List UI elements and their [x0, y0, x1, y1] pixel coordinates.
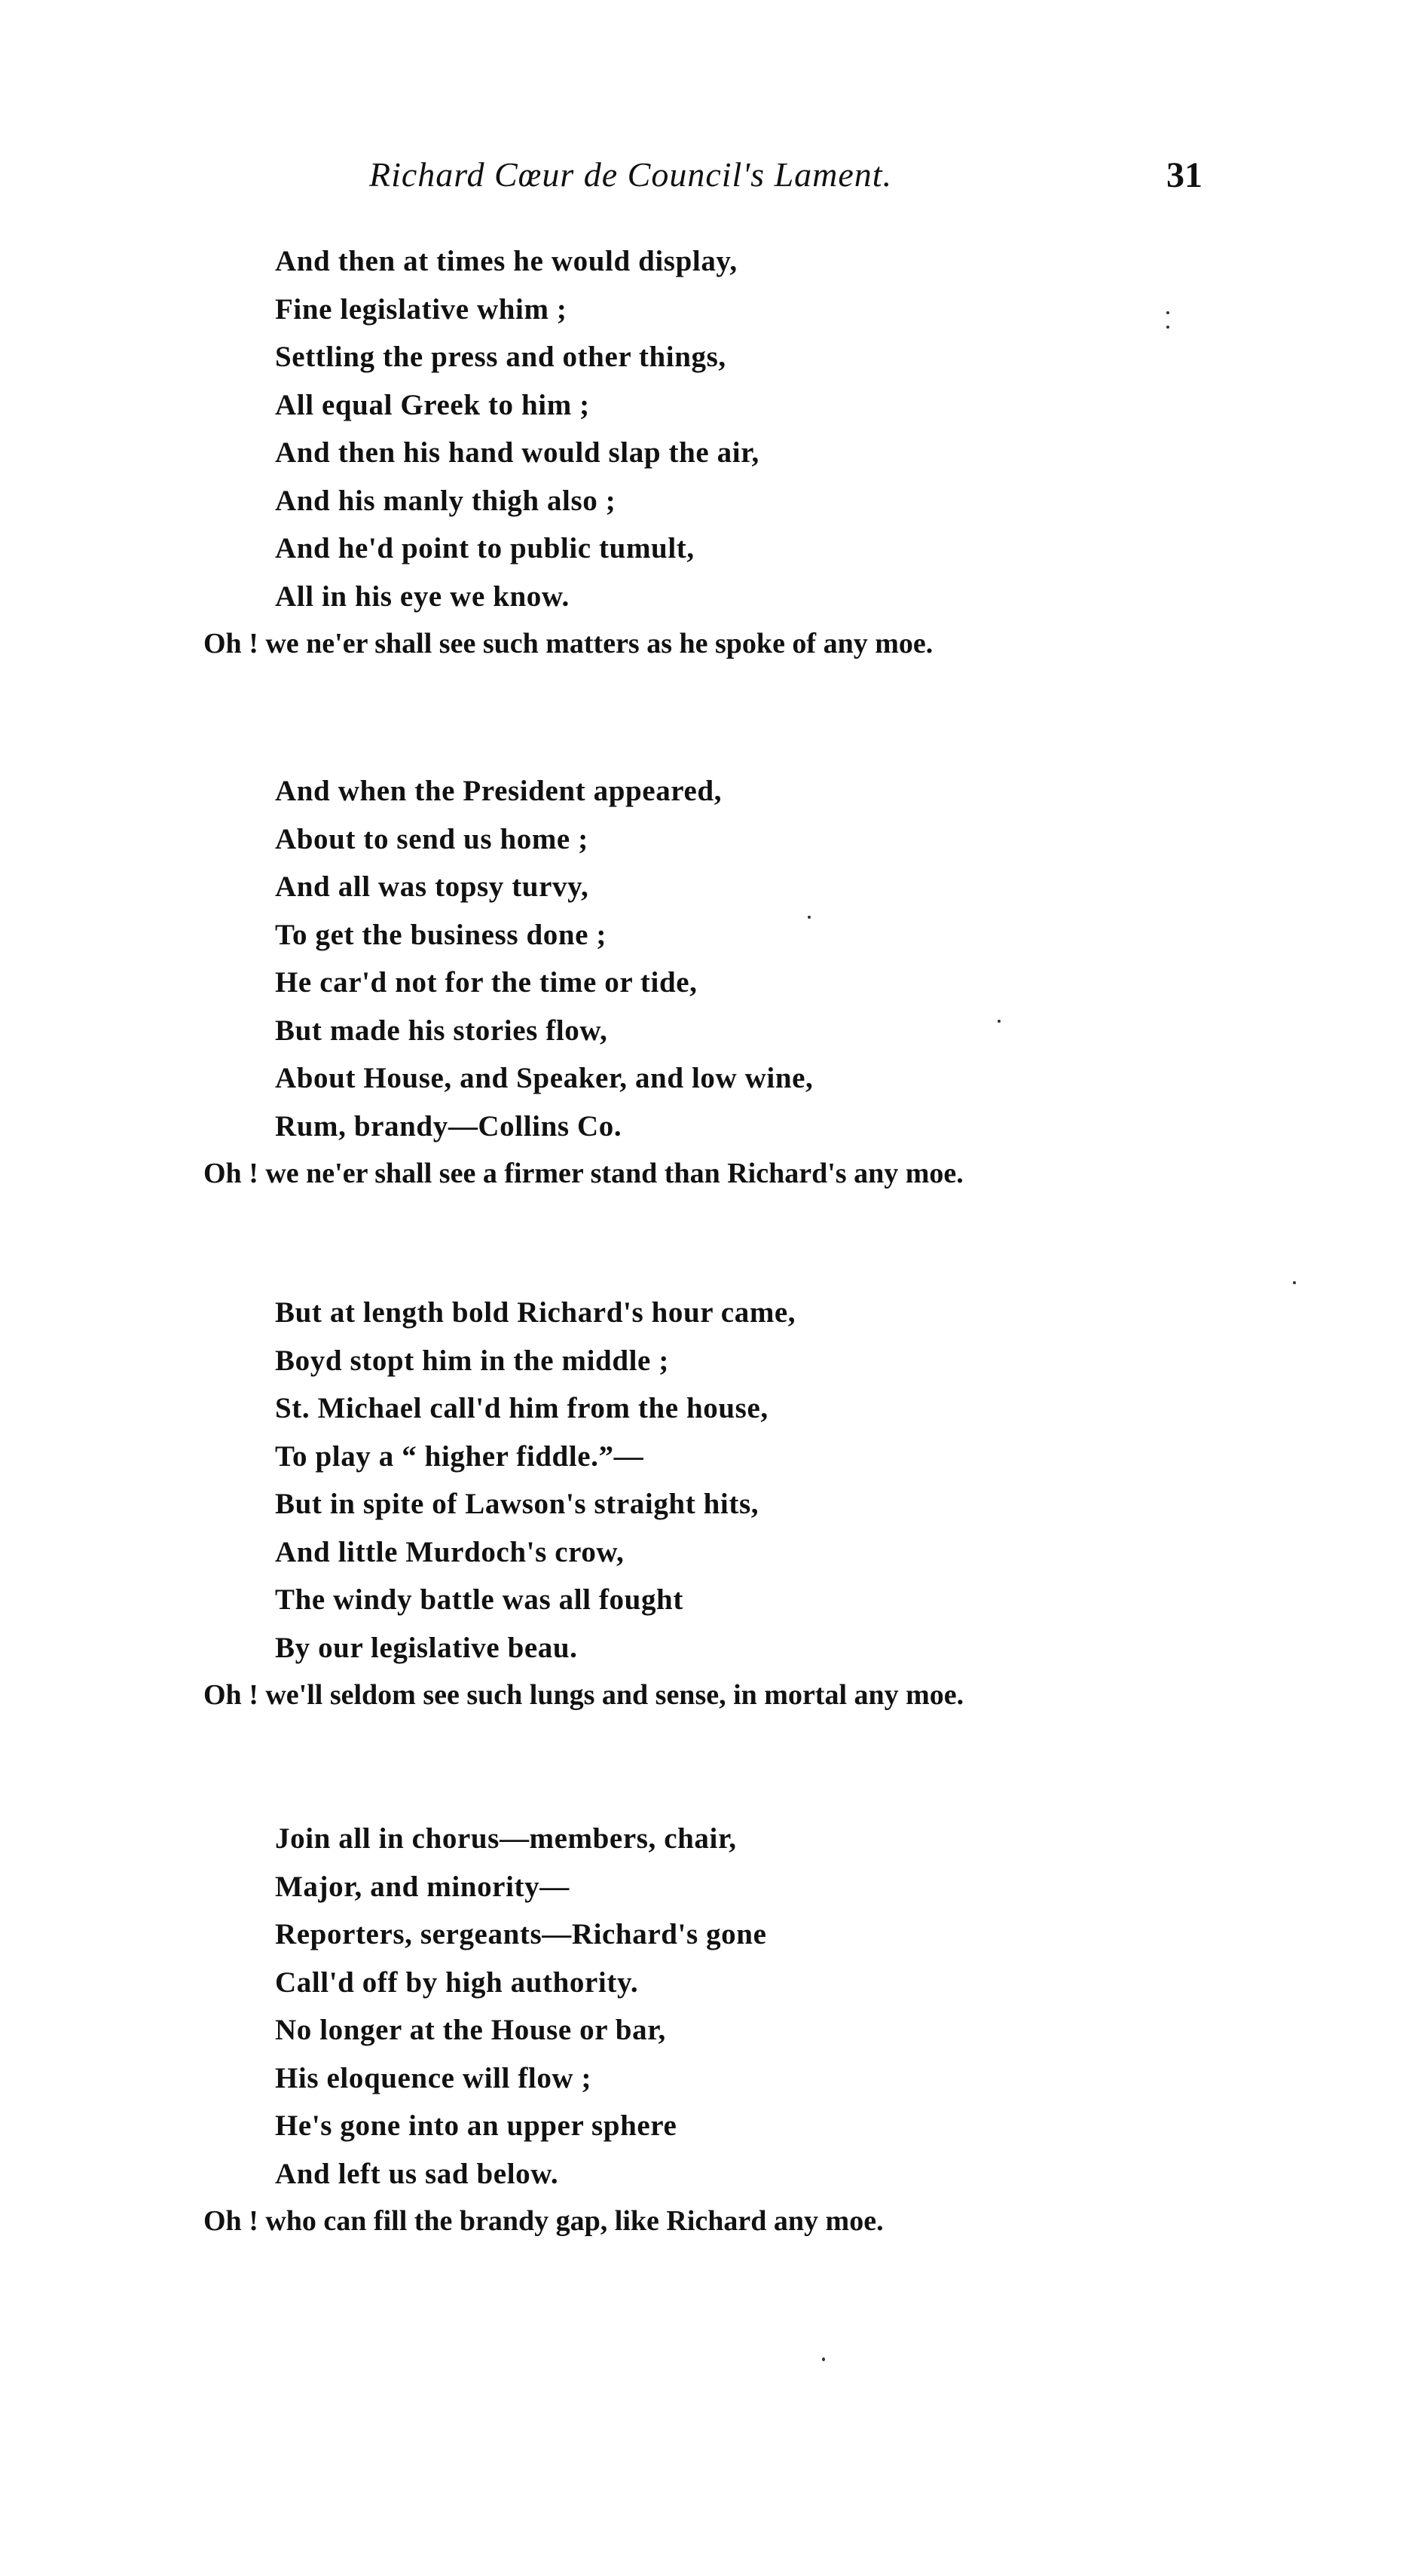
- verse-line: But made his stories flow,: [275, 1014, 608, 1047]
- verse-line: No longer at the House or bar,: [275, 2014, 666, 2046]
- verse-line: And left us sad below.: [275, 2157, 559, 2190]
- verse-line: Call'd off by high authority.: [275, 1966, 639, 1999]
- verse-line: By our legislative beau.: [275, 1631, 578, 1664]
- verse-line: Join all in chorus—members, chair,: [275, 1822, 737, 1855]
- refrain-line: Oh ! we'll seldom see such lungs and sense, in mortal any moe.: [203, 1679, 964, 1711]
- verse-line: Boyd stopt him in the middle ;: [275, 1344, 669, 1377]
- verse-line: The windy battle was all fought: [275, 1583, 683, 1616]
- running-head-title: Richard Cœur de Council's Lament.: [369, 155, 893, 194]
- verse-line: All equal Greek to him ;: [275, 388, 590, 421]
- verse-line: And he'd point to public tumult,: [275, 532, 695, 564]
- refrain-line: Oh ! who can fill the brandy gap, like Richard any moe.: [203, 2205, 884, 2237]
- verse-line: He car'd not for the time or tide,: [275, 966, 698, 999]
- stanza-4: [203, 1815, 1221, 2246]
- print-speck: [998, 1020, 1001, 1023]
- verse-line: But at length bold Richard's hour came,: [275, 1296, 796, 1329]
- verse-line: All in his eye we know.: [275, 580, 570, 613]
- verse-line: Settling the press and other things,: [275, 341, 726, 373]
- verse-line: St. Michael call'd him from the house,: [275, 1392, 769, 1424]
- stanza-1: [203, 237, 1221, 668]
- verse-line: And then at times he would display,: [275, 245, 738, 277]
- verse-line: About to send us home ;: [275, 822, 588, 855]
- verse-line: But in spite of Lawson's straight hits,: [275, 1488, 759, 1520]
- verse-line: And when the President appeared,: [275, 775, 723, 807]
- verse-line: Fine legislative whim ;: [275, 292, 567, 326]
- stanza-3: [203, 1289, 1221, 1720]
- print-speck: [1166, 311, 1169, 314]
- verse-line: To get the business done ;: [275, 918, 607, 951]
- verse-line: And little Murdoch's crow,: [275, 1535, 625, 1568]
- verse-line: And then his hand would slap the air,: [275, 436, 759, 469]
- page-number: 31: [1166, 155, 1203, 195]
- print-speck: [808, 916, 811, 919]
- print-speck: [1166, 326, 1169, 329]
- verse-line: Reporters, sergeants—Richard's gone: [275, 1918, 767, 1950]
- print-speck: [822, 2357, 825, 2361]
- refrain-line: Oh ! we ne'er shall see a firmer stand than Richard's any moe.: [203, 1158, 964, 1189]
- verse-line: His eloquence will flow ;: [275, 2061, 592, 2094]
- verse-line: And all was topsy turvy,: [275, 870, 589, 903]
- verse-line: About House, and Speaker, and low wine,: [275, 1062, 814, 1094]
- verse-line: He's gone into an upper sphere: [275, 2109, 677, 2142]
- refrain-line: Oh ! we ne'er shall see such matters as he spoke of any moe.: [203, 628, 934, 659]
- verse-line: Rum, brandy—Collins Co.: [275, 1109, 622, 1143]
- verse-line: And his manly thigh also ;: [275, 484, 616, 517]
- verse-line: To play a “ higher fiddle.”—: [275, 1439, 644, 1473]
- verse-line: Major, and minority—: [275, 1870, 570, 1903]
- stanza-2: [203, 767, 1221, 1198]
- print-speck: [1293, 1281, 1296, 1284]
